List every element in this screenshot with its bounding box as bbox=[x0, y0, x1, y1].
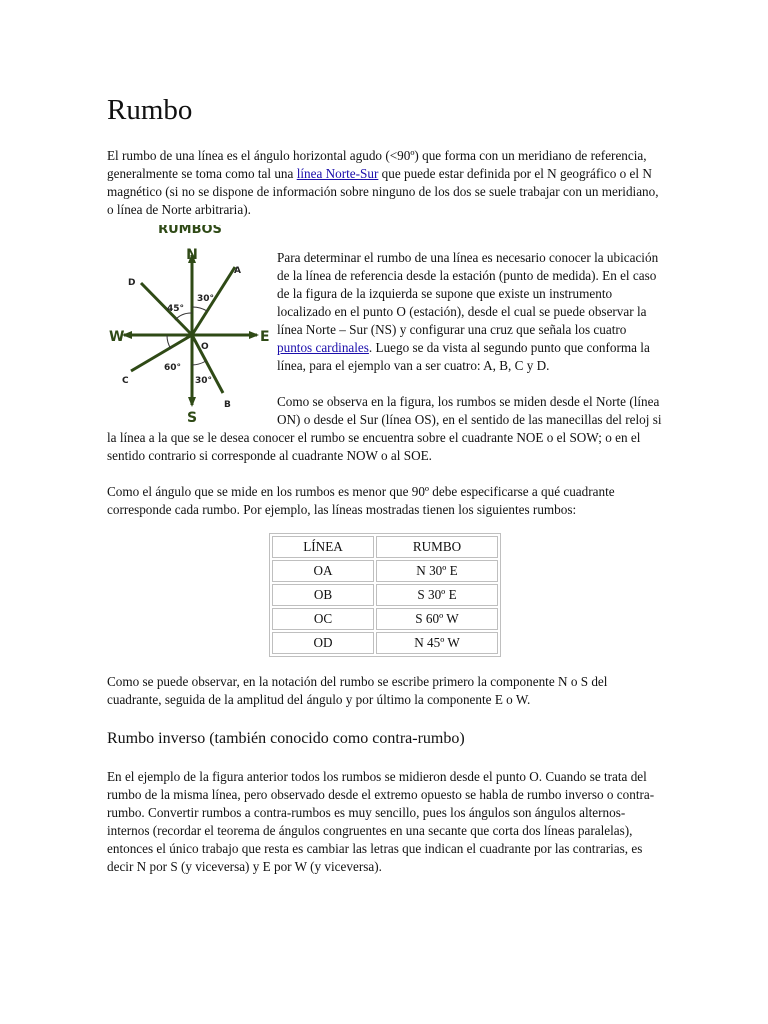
angle-label-od: 45° bbox=[167, 304, 185, 314]
arc-oa bbox=[192, 307, 207, 311]
estacion-text-1: Para determinar el rumbo de una línea es necesario conocer la ubicación de la línea de referencia desde la estación (punto de medida). En el caso de la figura de la izquierda se supone que existe un instrumento localizado en el punto O (estación), desde el cual se puede observar la línea Norte – Sur (NS) y configurar una cruz que señala los cuatro bbox=[277, 250, 659, 337]
angle-label-oa: 30° bbox=[197, 294, 215, 304]
label-c: C bbox=[122, 376, 129, 386]
label-s: S bbox=[186, 410, 198, 423]
estacion-text-2: . Luego se da vista al segundo punto que conforma la línea, para el ejemplo van a ser cuatro: A, B, C y D. bbox=[277, 340, 650, 373]
contra-rumbo-paragraph: En el ejemplo de la figura anterior todos los rumbos se midieron desde el punto O. Cuando se trata del rumbo de la misma línea, pero observado desde el extremo opuesto se habla de rumbo inverso o contra-rumbo. Convertir rumbos a contra-rumbos es muy sencillo, pues los ángulos son ángulos alternos-internos (recordar el teorema de ángulos congruentes en una secante que corta dos líneas paralelas), entonces el único trabajo que resta es cambiar las letras que indican el cuadrante por las contrarias, es decir N por S (y viceversa) y E por W (y viceversa). bbox=[107, 769, 655, 874]
rumbos-table bbox=[269, 533, 501, 657]
header-rumbo: RUMBO bbox=[376, 536, 498, 558]
label-d: D bbox=[128, 278, 136, 288]
article bbox=[107, 90, 663, 876]
intro-paragraph bbox=[107, 147, 663, 219]
cell-rumbo: S 60º W bbox=[376, 608, 498, 630]
table-row bbox=[272, 632, 498, 654]
rumbos-compass-figure bbox=[107, 225, 277, 423]
arc-ob bbox=[192, 361, 206, 365]
cell-linea: OA bbox=[272, 560, 374, 582]
arrow-e bbox=[249, 331, 259, 339]
table-header-row bbox=[272, 536, 498, 558]
cell-linea: OB bbox=[272, 584, 374, 606]
line-oc bbox=[131, 335, 192, 371]
section-heading: Rumbo inverso (también conocido como contra-rumbo) bbox=[107, 730, 465, 747]
compass-lines bbox=[124, 255, 257, 405]
figure-title: RUMBOS bbox=[158, 225, 222, 237]
norte-sur-link[interactable]: línea Norte-Sur bbox=[296, 166, 379, 181]
figure-block bbox=[107, 225, 663, 465]
label-n: N bbox=[186, 247, 198, 263]
estacion-paragraph bbox=[277, 249, 663, 375]
label-w: W bbox=[109, 329, 125, 345]
cell-rumbo: N 30º E bbox=[376, 560, 498, 582]
label-e: E bbox=[260, 329, 270, 345]
figure-side-text bbox=[277, 225, 663, 393]
cuadrante-paragraph: Como el ángulo que se mide en los rumbos es menor que 90º debe especificarse a qué cuadrante corresponde cada rumbo. Por ejemplo, las líneas mostradas tienen los siguientes rumbos: bbox=[107, 484, 615, 517]
puntos-cardinales-link[interactable]: puntos cardinales bbox=[277, 340, 369, 355]
page-title: Rumbo bbox=[107, 94, 193, 126]
label-b: B bbox=[224, 400, 231, 410]
table-row bbox=[272, 584, 498, 606]
arrow-s bbox=[188, 397, 196, 407]
table-row bbox=[272, 560, 498, 582]
notacion-paragraph: Como se puede observar, en la notación del rumbo se escribe primero la componente N o S del cuadrante, seguida de la amplitud del ángulo y por último la componente E o W. bbox=[107, 674, 608, 707]
intro-text-1: El rumbo de una línea es el ángulo horizontal agudo (<90º) que forma con un meridiano de referencia, generalmente se toma como tal una bbox=[107, 148, 647, 181]
label-o: O bbox=[201, 342, 209, 352]
cell-rumbo: S 30º E bbox=[376, 584, 498, 606]
cell-rumbo: N 45º W bbox=[376, 632, 498, 654]
sentido-paragraph: Como se observa en la figura, los rumbos se miden desde el Norte (línea ON) o desde el Sur (línea OS), en el sentido de las manecillas del reloj si la línea a la que se le desea conocer el rumbo se encuentra sobre el cuadrante NOE o el SOW; o en el sentido contrario si corresponde al cuadrante NOW o al SOE. bbox=[107, 394, 662, 463]
label-a: A bbox=[234, 266, 241, 276]
intro-text-2: que puede estar definida por el N geográfico o el N magnético (si no se dispone de información sobre ninguno de los dos se suele trabajar con un meridiano, o línea de Norte arbitraria). bbox=[107, 166, 659, 217]
cell-linea: OD bbox=[272, 632, 374, 654]
table-row bbox=[272, 608, 498, 630]
angle-label-ob: 30° bbox=[195, 376, 213, 386]
cell-linea: OC bbox=[272, 608, 374, 630]
angle-label-oc: 60° bbox=[164, 363, 182, 373]
header-linea: LÍNEA bbox=[272, 536, 374, 558]
